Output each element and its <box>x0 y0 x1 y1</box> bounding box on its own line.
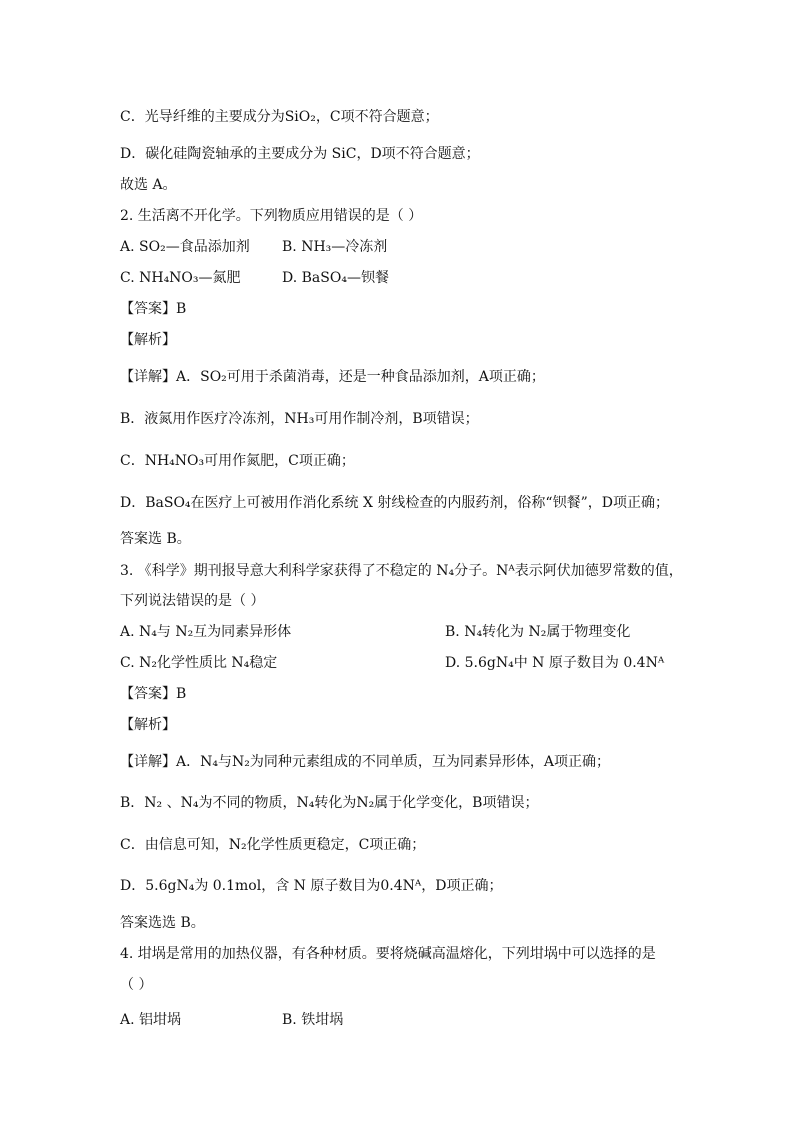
question-2-option-d: D. BaSO₄—钡餐 <box>282 270 389 286</box>
analysis-label: 【解析】 <box>120 332 176 348</box>
question-3-option-c: C. N₂化学性质比 N₄稳定 <box>120 655 278 671</box>
option-c-explanation: C．光导纤维的主要成分为SiO₂，C项不符合题意； <box>120 109 439 125</box>
answer-label: 【答案】B <box>120 301 187 317</box>
question-3-stem: 3. 《科学》期刊报导意大利科学家获得了不稳定的 N₄分子。Nᴬ表示阿伏加德罗常数的值， <box>120 563 683 579</box>
conclusion-line: 故选 A。 <box>120 177 177 193</box>
question-2-stem: 2. 生活离不开化学。下列物质应用错误的是（ ） <box>120 208 423 224</box>
answer-conclusion: 答案选选 B。 <box>120 915 205 931</box>
question-4-stem-cont: （ ） <box>120 977 153 993</box>
detail-b: B．N₂ 、N₄为不同的物质，N₄转化为N₂属于化学变化，B项错误； <box>120 795 539 811</box>
analysis-label: 【解析】 <box>120 717 176 733</box>
question-2-option-a: A. SO₂—食品添加剂 <box>120 239 250 255</box>
question-3-stem-cont: 下列说法错误的是（ ） <box>120 593 265 609</box>
question-4-option-a: A. 铝坩埚 <box>120 1012 182 1028</box>
detail-b: B．液氮用作医疗冷冻剂，NH₃可用作制冷剂，B项错误； <box>120 411 479 427</box>
detail-a: 【详解】A．SO₂可用于杀菌消毒，还是一种食品添加剂，A项正确； <box>120 369 545 385</box>
question-3-option-a: A. N₄与 N₂互为同素异形体 <box>120 624 292 640</box>
detail-a: 【详解】A．N₄与N₂为同种元素组成的不同单质，互为同素异形体，A项正确； <box>120 754 610 770</box>
answer-label: 【答案】B <box>120 686 187 702</box>
question-2-option-c: C. NH₄NO₃—氮肥 <box>120 270 241 286</box>
answer-conclusion: 答案选 B。 <box>120 531 191 547</box>
detail-d: D．BaSO₄在医疗上可被用作消化系统 X 射线检查的内服药剂，俗称“钡餐”，D项正确； <box>120 495 669 511</box>
detail-d: D．5.6gN₄为 0.1mol，含 N 原子数目为0.4Nᴬ，D项正确； <box>120 878 503 894</box>
detail-c: C．由信息可知，N₂化学性质更稳定，C项正确； <box>120 837 426 853</box>
question-2-option-b: B. NH₃—冷冻剂 <box>282 239 388 255</box>
option-d-explanation: D．碳化硅陶瓷轴承的主要成分为 SiC，D项不符合题意； <box>120 146 480 162</box>
question-4-stem: 4. 坩埚是常用的加热仪器，有各种材质。要将烧碱高温熔化，下列坩埚中可以选择的是 <box>120 946 656 962</box>
detail-c: C．NH₄NO₃可用作氮肥，C项正确； <box>120 453 355 469</box>
question-4-option-b: B. 铁坩埚 <box>282 1012 344 1028</box>
question-3-option-b: B. N₄转化为 N₂属于物理变化 <box>445 624 631 640</box>
question-3-option-d: D. 5.6gN₄中 N 原子数目为 0.4Nᴬ <box>445 655 665 671</box>
